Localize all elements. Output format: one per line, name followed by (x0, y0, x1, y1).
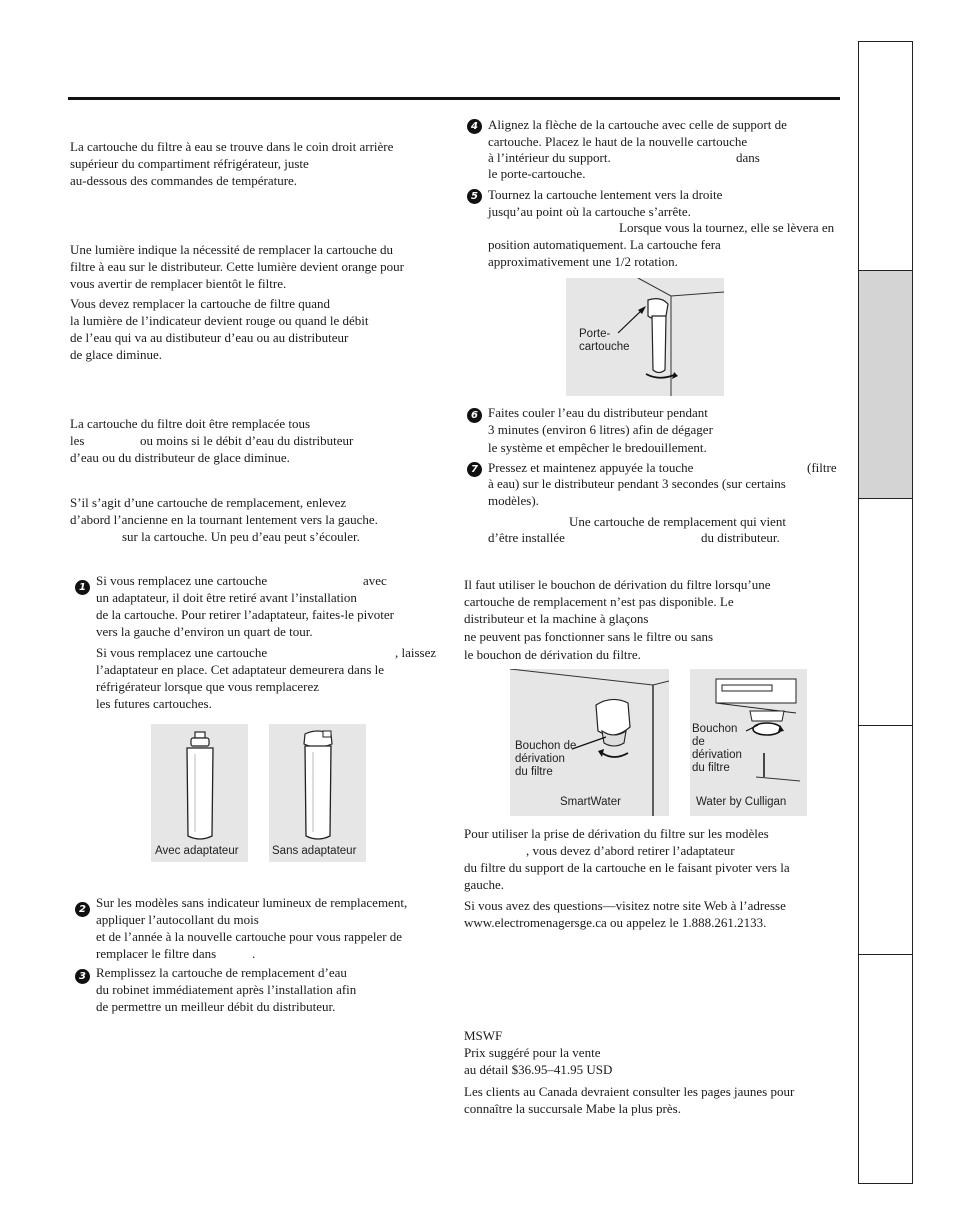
section-tab-1[interactable] (859, 42, 912, 271)
step7-note-1: Une cartouche de remplacement qui vient (569, 514, 786, 529)
indicator-line-3: vous avertir de remplacer bientôt le filtre. (70, 276, 287, 291)
replace-when-line-3: de l’eau qui va au distibuteur d’eau ou au distributeur (70, 330, 349, 345)
step1-line-7: réfrigérateur lorsque que vous remplacerez (96, 679, 320, 694)
culligan-label-2: de (692, 736, 705, 748)
remove-old-line-1: S’il s’agit d’une cartouche de remplacement, enlevez (70, 495, 347, 510)
questions-line-1: Si vous avez des questions—visitez notre site Web à l’adresse (464, 898, 786, 913)
step5-line-5: approximativement une 1/2 rotation. (488, 254, 678, 269)
holder-label-1: Porte- (579, 328, 611, 340)
step-2-number: 2 (75, 902, 90, 917)
step1-line-5a: Si vous remplacez une cartouche (96, 645, 268, 660)
culligan-label-1: Bouchon (692, 723, 738, 735)
location-line-1: La cartouche du filtre à eau se trouve dans le coin droit arrière (70, 139, 394, 154)
step5-line-3: Lorsque vous la tournez, elle se lèvera en (619, 220, 835, 235)
step6-line-1: Faites couler l’eau du distributeur pendant (488, 405, 708, 420)
cartridge-with-adapter-icon (151, 724, 248, 862)
every-line-3: d’eau ou du distributeur de glace diminue. (70, 450, 290, 465)
questions-line-2: www.electromenagersge.ca ou appelez le 1.888.261.2133. (464, 915, 767, 930)
step-5-number: 5 (467, 189, 482, 204)
figure-culligan (690, 669, 807, 816)
location-line-2: supérieur du compartiment réfrigérateur, juste (70, 156, 309, 171)
step2-line-4a: remplacer le filtre dans (96, 946, 217, 961)
culligan-bypass-illustration (690, 669, 807, 816)
culligan-label-4: du filtre (692, 762, 730, 774)
caption-without-adapter: Sans adaptateur (272, 845, 357, 857)
step2-line-4b: . (252, 946, 256, 961)
smartwater-caption: SmartWater (560, 796, 621, 808)
step-6-number: 6 (467, 408, 482, 423)
every-line-1: La cartouche du filtre doit être remplacée tous (70, 416, 311, 431)
step4-line-3a: à l’intérieur du support. (488, 150, 611, 165)
smartwater-label-2: dérivation (515, 753, 565, 765)
step-7-number: 7 (467, 462, 482, 477)
step3-line-3: de permettre un meilleur débit du distributeur. (96, 999, 336, 1014)
holder-label-2: cartouche (579, 341, 630, 353)
canada-line-2: connaître la succursale Mabe la plus près. (464, 1101, 681, 1116)
step4-line-4: le porte-cartouche. (488, 166, 586, 181)
caption-with-adapter: Avec adaptateur (155, 845, 239, 857)
step2-line-2: appliquer l’autocollant du mois (96, 912, 259, 927)
step-3-number: 3 (75, 969, 90, 984)
bypass-use-line-1: Pour utiliser la prise de dérivation du filtre sur les modèles (464, 826, 769, 841)
smartwater-label-3: du filtre (515, 766, 553, 778)
remove-old-line-3: sur la cartouche. Un peu d’eau peut s’écouler. (122, 529, 360, 544)
culligan-label-3: dérivation (692, 749, 742, 761)
replace-when-line-4: de glace diminue. (70, 347, 163, 362)
step-4-number: 4 (467, 119, 482, 134)
step1-line-4: vers la gauche d’environ un quart de tour. (96, 624, 313, 639)
step6-line-2: 3 minutes (environ 6 litres) afin de dégager (488, 422, 713, 437)
price-line-1: Prix suggéré pour la vente (464, 1045, 601, 1060)
every-line-2a: les (70, 433, 85, 448)
section-tab-2-active[interactable] (859, 271, 912, 499)
smartwater-label-1: Bouchon de (515, 740, 577, 752)
every-line-2b: ou moins si le débit d’eau du distributeur (140, 433, 354, 448)
bypass-use-line-3: du filtre du support de la cartouche en le faisant pivoter vers la (464, 860, 790, 875)
step2-line-3: et de l’année à la nouvelle cartouche pour vous rappeler de (96, 929, 403, 944)
step7-line-2: à eau) sur le distributeur pendant 3 secondes (sur certains (488, 476, 786, 491)
header-rule (68, 97, 840, 100)
step1-line-1b: avec (363, 573, 387, 588)
step1-line-6: l’adaptateur en place. Cet adaptateur demeurera dans le (96, 662, 385, 677)
step6-line-3: le système et empêcher le bredouillement. (488, 440, 707, 455)
step1-line-1a: Si vous remplacez une cartouche (96, 573, 268, 588)
step7-line-3: modèles). (488, 493, 539, 508)
step4-line-2: cartouche. Placez le haut de la nouvelle cartouche (488, 134, 748, 149)
step3-line-1: Remplissez la cartouche de remplacement d’eau (96, 965, 347, 980)
bypass-line-1: Il faut utiliser le bouchon de dérivation du filtre lorsqu’une (464, 577, 771, 592)
step7-note-2a: d’être installée (488, 530, 565, 545)
canada-line-1: Les clients au Canada devraient consulter les pages jaunes pour (464, 1084, 795, 1099)
figure-cartridge-holder (566, 278, 724, 396)
step5-line-2: jusqu’au point où la cartouche s’arrête. (488, 204, 691, 219)
step7-line-1a: Pressez et maintenez appuyée la touche (488, 460, 694, 475)
step4-line-1: Alignez la flèche de la cartouche avec celle de support de (488, 117, 787, 132)
figure-with-adapter (151, 724, 248, 862)
step5-line-1: Tournez la cartouche lentement vers la droite (488, 187, 723, 202)
remove-old-line-2: d’abord l’ancienne en la tournant lentement vers la gauche. (70, 512, 378, 527)
price-model: MSWF (464, 1028, 503, 1043)
section-tabs (858, 41, 913, 1184)
section-tab-4[interactable] (859, 726, 912, 955)
step1-line-8: les futures cartouches. (96, 696, 212, 711)
bypass-use-line-2: , vous devez d’abord retirer l’adaptateur (526, 843, 735, 858)
figure-smartwater (510, 669, 669, 816)
bypass-line-2: cartouche de remplacement n’est pas disponible. Le (464, 594, 734, 609)
replace-when-line-2: la lumière de l’indicateur devient rouge ou quand le débit (70, 313, 369, 328)
step2-line-1: Sur les modèles sans indicateur lumineux de remplacement, (96, 895, 408, 910)
figure-without-adapter (269, 724, 366, 862)
price-line-2: au détail $36.95–41.95 USD (464, 1062, 613, 1077)
bypass-line-4: ne peuvent pas fonctionner sans le filtre ou sans (464, 629, 714, 644)
bypass-line-5: le bouchon de dérivation du filtre. (464, 647, 641, 662)
section-tab-3[interactable] (859, 499, 912, 726)
step1-line-2: un adaptateur, il doit être retiré avant l’installation (96, 590, 357, 605)
cartridge-without-adapter-icon (269, 724, 366, 862)
step7-line-1b: (filtre (807, 460, 837, 475)
bypass-use-line-4: gauche. (464, 877, 505, 892)
indicator-line-2: filtre à eau sur le distributeur. Cette lumière devient orange pour (70, 259, 404, 274)
step5-line-4: position automatiquement. La cartouche fera (488, 237, 721, 252)
step4-line-3b: dans (736, 150, 760, 165)
replace-when-line-1: Vous devez remplacer la cartouche de filtre quand (70, 296, 330, 311)
step1-line-3: de la cartouche. Pour retirer l’adaptateur, faites-le pivoter (96, 607, 394, 622)
indicator-line-1: Une lumière indique la nécessité de remplacer la cartouche du (70, 242, 394, 257)
culligan-caption: Water by Culligan (696, 796, 787, 808)
section-tab-5[interactable] (859, 955, 912, 1183)
step3-line-2: du robinet immédiatement après l’installation afin (96, 982, 357, 997)
step7-note-2b: du distributeur. (701, 530, 780, 545)
step1-line-5b: , laissez (395, 645, 437, 660)
location-line-3: au-dessous des commandes de température. (70, 173, 298, 188)
step-1-number: 1 (75, 580, 90, 595)
bypass-line-3: distributeur et la machine à glaçons (464, 611, 649, 626)
